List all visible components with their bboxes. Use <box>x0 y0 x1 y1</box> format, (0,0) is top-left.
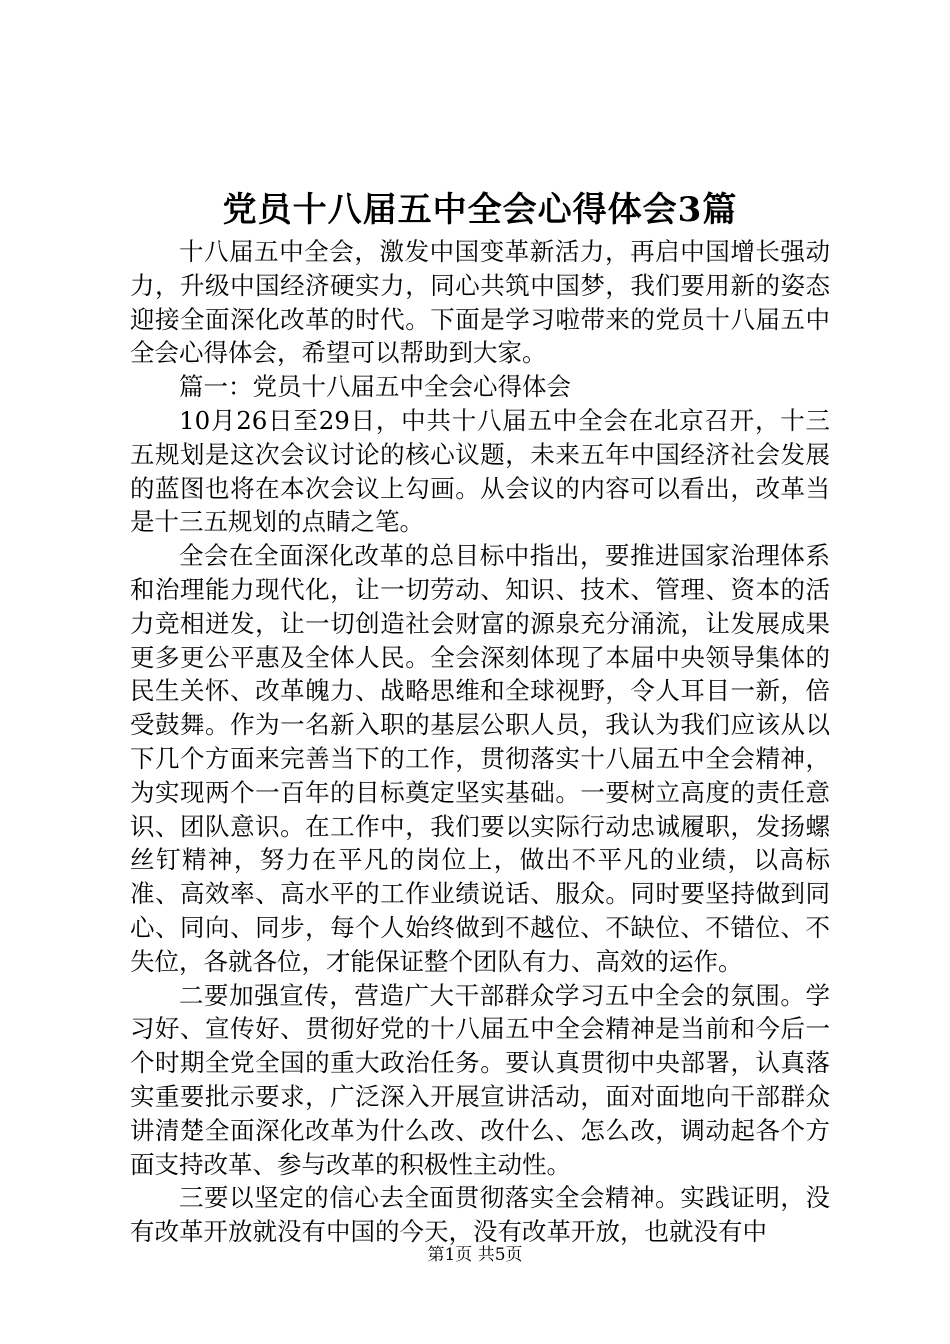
intro-paragraph: 十八届五中全会，激发中国变革新活力，再启中国增长强动力，升级中国经济硬实力，同心共筑中国梦，我们要用新的姿态迎接全面深化改革的时代。下面是学习啦带来的党员十八届五中全会心得体会，希望可以帮助到大家。 <box>130 237 830 368</box>
body-paragraph: 三要以坚定的信心去全面贯彻落实全会精神。实践证明，没有改革开放就没有中国的今天，没有改革开放，也就没有中 <box>130 1183 830 1247</box>
page-footer: 第1页 共5页 <box>427 1245 523 1265</box>
body-paragraph: 全会在全面深化改革的总目标中指出，要推进国家治理体系和治理能力现代化，让一切劳动、知识、技术、管理、资本的活力竞相迸发，让一切创造社会财富的源泉充分涌流，让发展成果更多更公平惠及全体人民。全会深刻体现了本届中央领导集体的民生关怀、改革魄力、战略思维和全球视野，令人耳目一新，倍受鼓舞。作为一名新入职的基层公职人员，我认为我们应该从以下几个方面来完善当下的工作，贯彻落实十八届五中全会精神，为实现两个一百年的目标奠定坚实基础。一要树立高度的责任意识、团队意识。在工作中，我们要以实际行动忠诚履职，发扬螺丝钉精神，努力在平凡的岗位上，做出不平凡的业绩，以高标准、高效率、高水平的工作业绩说话、服众。同时要坚持做到同心、同向、同步，每个人始终做到不越位、不缺位、不错位、不失位，各就各位，才能保证整个团队有力、高效的运作。 <box>130 541 830 976</box>
body-paragraph: 10月26日至29日，中共十八届五中全会在北京召开，十三五规划是这次会议讨论的核心议题，未来五年中国经济社会发展的蓝图也将在本次会议上勾画。从会议的内容可以看出，改革当是十三五规划的点睛之笔。 <box>130 405 830 537</box>
body-paragraph: 二要加强宣传，营造广大干部群众学习五中全会的氛围。学习好、宣传好、贯彻好党的十八届五中全会精神是当前和今后一个时期全党全国的重大政治任务。要认真贯彻中央部署，认真落实重要批示要求，广泛深入开展宣讲活动，面对面地向干部群众讲清楚全面深化改革为什么改、改什么、怎么改，调动起各个方面支持改革、参与改革的积极性主动性。 <box>130 980 830 1179</box>
section-heading: 篇一：党员十八届五中全会心得体会 <box>179 372 571 402</box>
document-body <box>130 235 830 1249</box>
document-title: 党员十八届五中全会心得体会3篇 <box>222 190 738 230</box>
